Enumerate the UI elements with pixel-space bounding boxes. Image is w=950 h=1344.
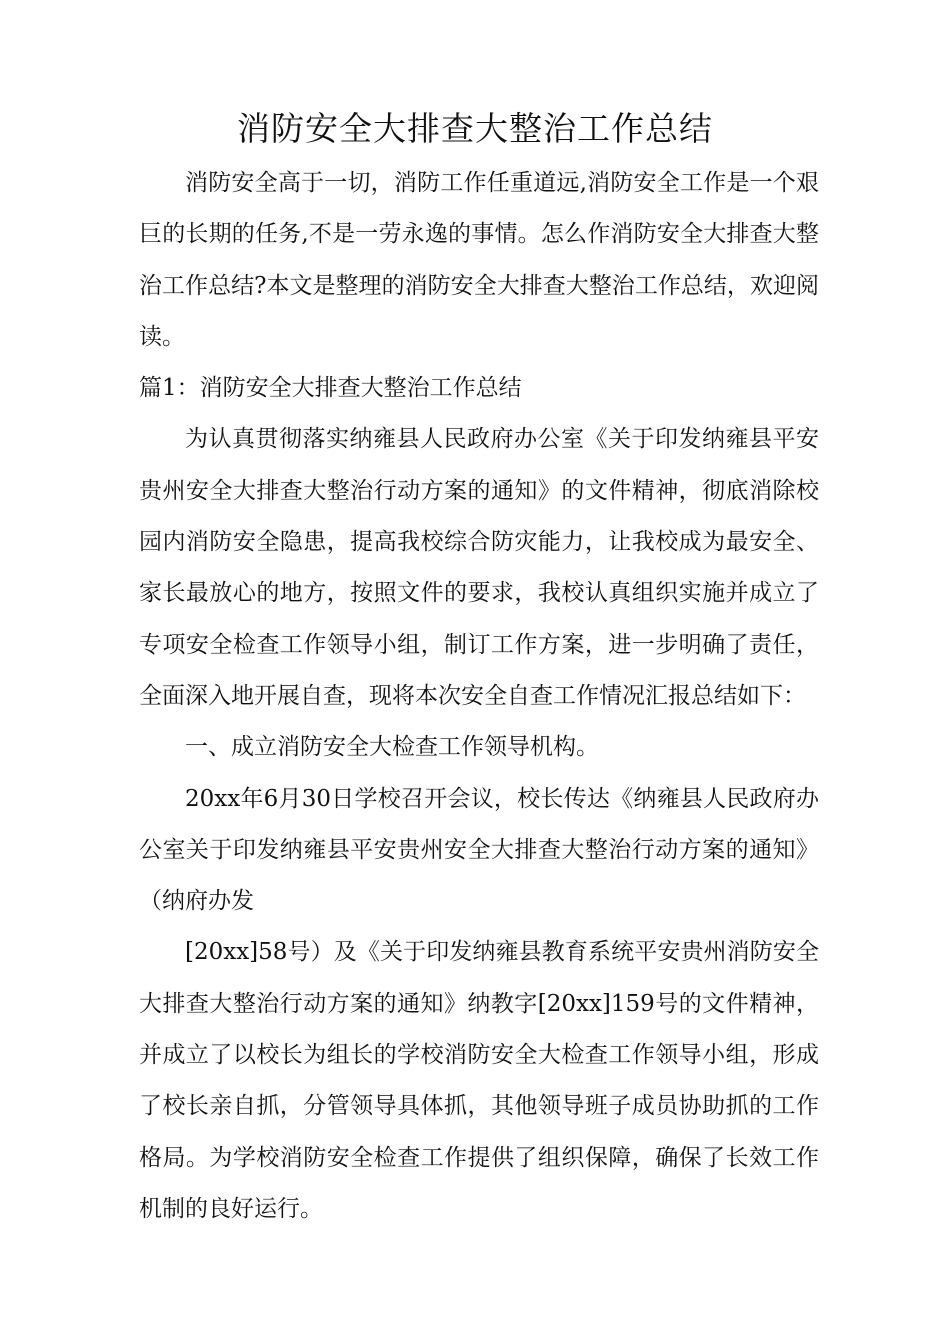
body-paragraph: 为认真贯彻落实纳雍县人民政府办公室《关于印发纳雍县平安贵州安全大排查大整治行动方案的通知》的文件精神，彻底消除校园内消防安全隐患，提高我校综合防灾能力，让我校成为最安全、家长最放心的地方，按照文件的要求，我校认真组织实施并成立了专项安全检查工作领导小组，制订工作方案，进一步明确了责任，全面深入地开展自查，现将本次安全自查工作情况汇报总结如下： (139, 426, 819, 709)
document-body (139, 158, 819, 1235)
body-paragraph: 20xx年6月30日学校召开会议，校长传达《纳雍县人民政府办公室关于印发纳雍县平安贵州安全大排查大整治行动方案的通知》（纳府办发 (139, 785, 819, 915)
intro-paragraph: 消防安全高于一切，消防工作任重道远,消防安全工作是一个艰巨的长期的任务,不是一劳永逸的事情。怎么作消防安全大排查大整治工作总结?本文是整理的消防安全大排查大整治工作总结，欢迎阅读。 (139, 170, 819, 350)
subsection-heading: 一、成立消防安全大检查工作领导机构。 (185, 734, 599, 761)
body-paragraph: [20xx]58号）及《关于印发纳雍县教育系统平安贵州消防安全大排查大整治行动方案的通知》纳教字[20xx]159号的文件精神，并成立了以校长为组长的学校消防安全大检查工作领导小组，形成了校长亲自抓，分管领导具体抓，其他领导班子成员协助抓的工作格局。为学校消防安全检查工作提供了组织保障，确保了长效工作机制的良好运行。 (139, 939, 819, 1222)
section-heading: 篇1：消防安全大排查大整治工作总结 (139, 375, 522, 402)
document-title: 消防安全大排查大整治工作总结 (237, 109, 713, 148)
